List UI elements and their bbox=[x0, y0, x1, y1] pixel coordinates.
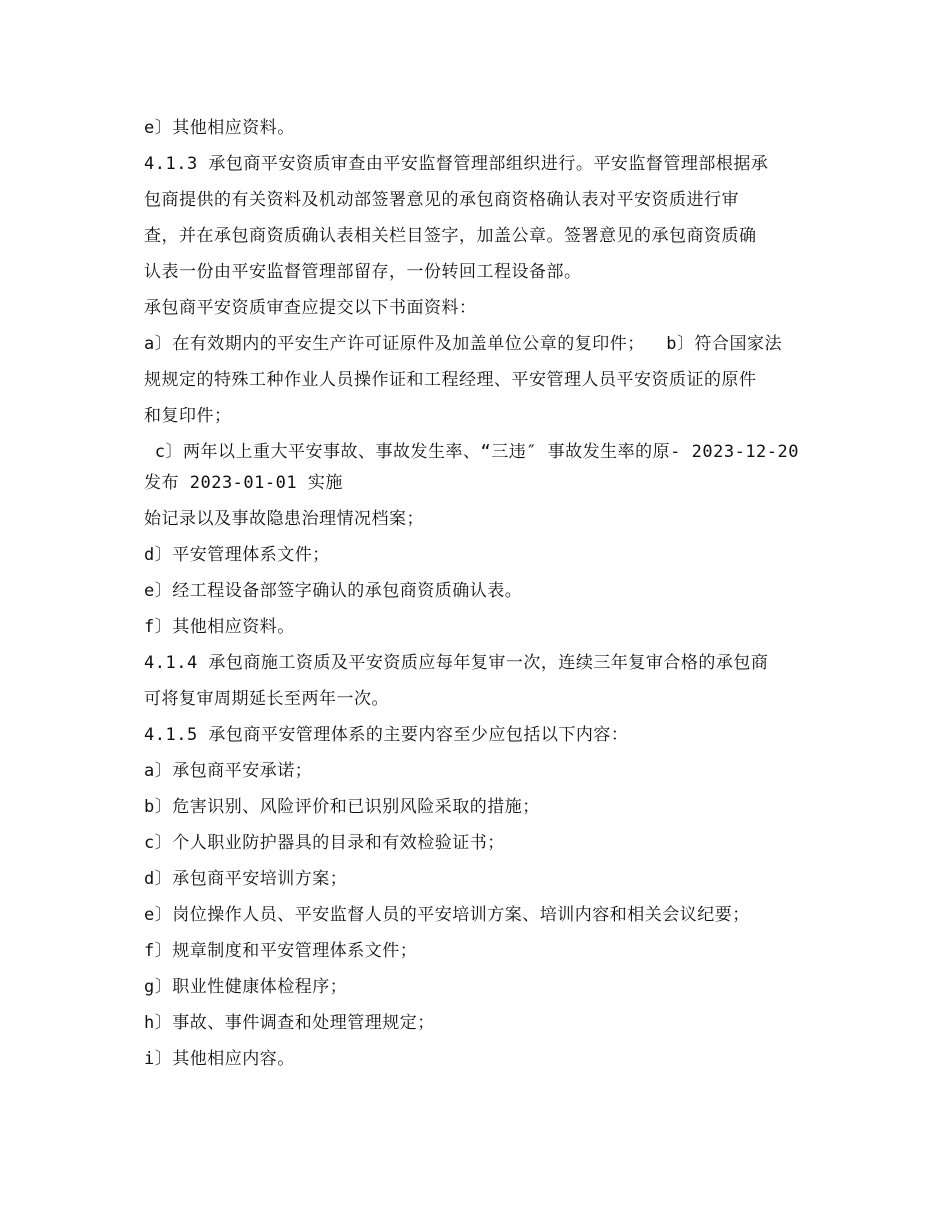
text-line: 包商提供的有关资料及机动部签署意见的承包商资格确认表对平安资质进行审 bbox=[144, 190, 739, 210]
document-body bbox=[144, 116, 814, 1083]
text-line: a〕在有效期内的平安生产许可证原件及加盖单位公章的复印件； b〕符合国家法 bbox=[144, 334, 782, 354]
text-line: 4.1.5 承包商平安管理体系的主要内容至少应包括以下内容： bbox=[144, 725, 629, 745]
text-line: i〕其他相应内容。 bbox=[144, 1049, 295, 1069]
text-line: g〕职业性健康体检程序； bbox=[144, 977, 348, 997]
text-line: c〕个人职业防护器具的目录和有效检验证书； bbox=[144, 833, 505, 853]
text-line: 可将复审周期延长至两年一次。 bbox=[144, 689, 389, 709]
text-line: 4.1.3 承包商平安资质审查由平安监督管理部组织进行。平安监督管理部根据承 bbox=[144, 154, 769, 174]
text-line: 4.1.4 承包商施工资质及平安资质应每年复审一次，连续三年复审合格的承包商 bbox=[144, 653, 769, 673]
text-line: e〕经工程设备部签字确认的承包商资质确认表。 bbox=[144, 581, 523, 601]
text-line: 和复印件； bbox=[144, 406, 232, 426]
text-line: e〕岗位操作人员、平安监督人员的平安培训方案、培训内容和相关会议纪要； bbox=[144, 905, 750, 925]
text-line: b〕危害识别、风险评价和已识别风险采取的措施； bbox=[144, 797, 540, 817]
text-line: 发布 2023-01-01 实施 bbox=[144, 473, 343, 493]
text-line: 始记录以及事故隐患治理情况档案； bbox=[144, 509, 424, 529]
text-line: h〕事故、事件调查和处理管理规定； bbox=[144, 1013, 435, 1033]
text-line: 认表一份由平安监督管理部留存，一份转回工程设备部。 bbox=[144, 262, 582, 282]
text-line: f〕规章制度和平安管理体系文件； bbox=[144, 941, 418, 961]
text-line: c〕两年以上重大平安事故、事故发生率、“三违″ 事故发生率的原- 2023-12-20 bbox=[144, 442, 799, 462]
text-line: d〕承包商平安培训方案； bbox=[144, 869, 348, 889]
text-line: 承包商平安资质审查应提交以下书面资料： bbox=[144, 298, 477, 318]
text-line: a〕承包商平安承诺； bbox=[144, 761, 313, 781]
text-line: 规规定的特殊工种作业人员操作证和工程经理、平安管理人员平安资质证的原件 bbox=[144, 370, 757, 390]
text-line: e〕其他相应资料。 bbox=[144, 118, 295, 138]
text-line: d〕平安管理体系文件； bbox=[144, 545, 330, 565]
text-line: 查，并在承包商资质确认表相关栏目签字，加盖公章。签署意见的承包商资质确 bbox=[144, 226, 757, 246]
text-line: f〕其他相应资料。 bbox=[144, 617, 295, 637]
